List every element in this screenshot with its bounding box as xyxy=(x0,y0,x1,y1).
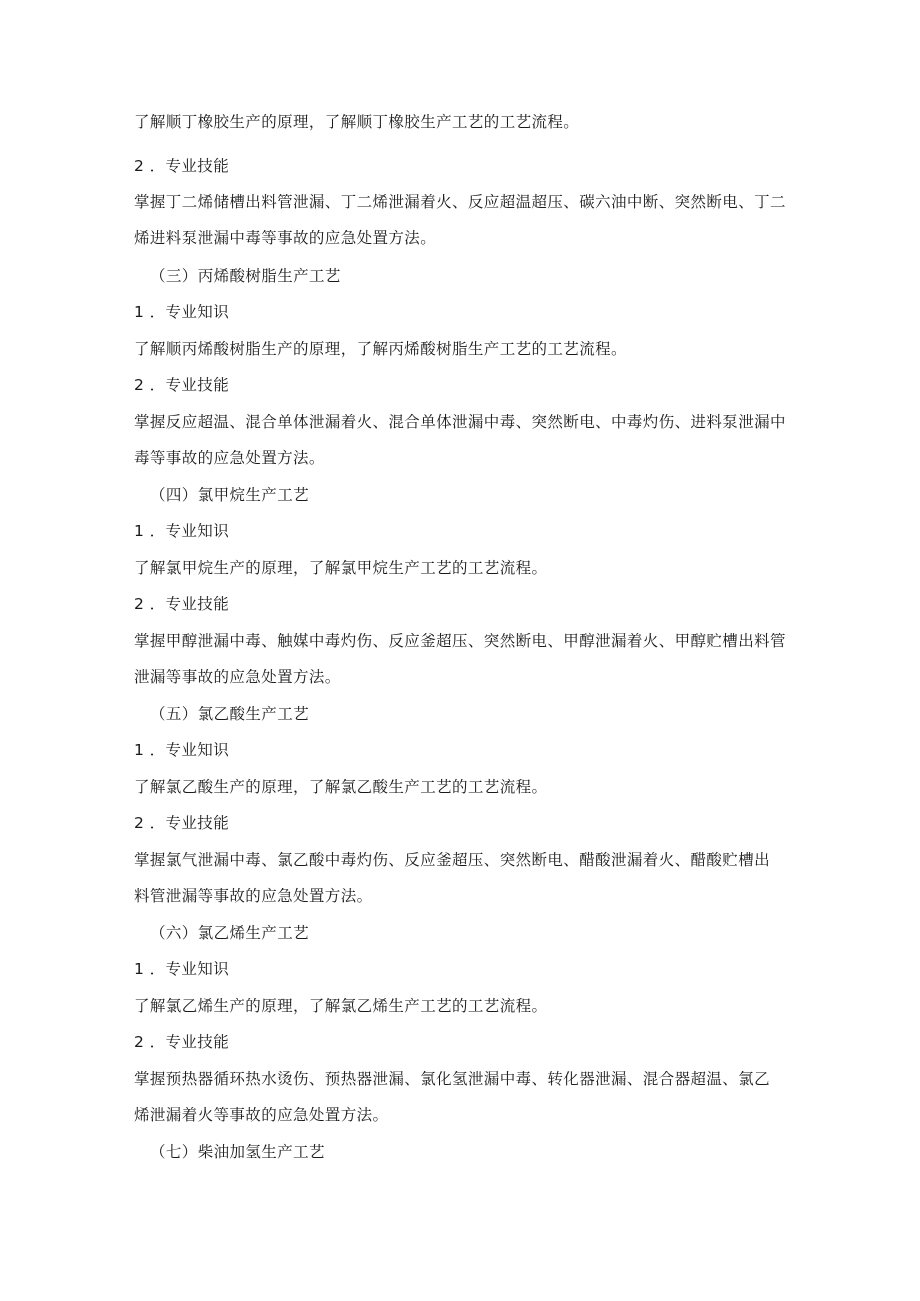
subsection-heading: 2 ．专业技能 xyxy=(134,814,230,832)
paragraph-line: 了解氯乙烯生产的原理，了解氯乙烯生产工艺的工艺流程。 xyxy=(134,997,548,1015)
paragraph-line: 了解氯乙酸生产的原理，了解氯乙酸生产工艺的工艺流程。 xyxy=(134,778,548,796)
subsection-heading: 1 ．专业知识 xyxy=(134,741,230,759)
paragraph-line: 掌握反应超温、混合单体泄漏着火、混合单体泄漏中毒、突然断电、中毒灼伤、进料泵泄漏中 xyxy=(134,413,786,431)
subsection-heading: 2 ．专业技能 xyxy=(134,157,230,175)
paragraph-line: 掌握甲醇泄漏中毒、触媒中毒灼伤、反应釜超压、突然断电、甲醇泄漏着火、甲醇贮槽出料管 xyxy=(134,632,786,650)
subsection-heading: 2 ．专业技能 xyxy=(134,595,230,613)
section-heading: （四）氯甲烷生产工艺 xyxy=(150,486,310,504)
paragraph-line: 毒等事故的应急处置方法。 xyxy=(134,449,325,467)
paragraph-line: 烯泄漏着火等事故的应急处置方法。 xyxy=(134,1106,389,1124)
section-heading: （五）氯乙酸生产工艺 xyxy=(150,705,310,723)
subsection-heading: 1 ．专业知识 xyxy=(134,522,230,540)
paragraph-line: 了解顺丙烯酸树脂生产的原理，了解丙烯酸树脂生产工艺的工艺流程。 xyxy=(134,340,627,358)
section-heading: （七）柴油加氢生产工艺 xyxy=(150,1143,325,1161)
subsection-heading: 2 ．专业技能 xyxy=(134,376,230,394)
subsection-heading: 1 ．专业知识 xyxy=(134,303,230,321)
paragraph-line: 掌握氯气泄漏中毒、氯乙酸中毒灼伤、反应釜超压、突然断电、醋酸泄漏着火、醋酸贮槽出 xyxy=(134,851,771,869)
paragraph-line: 了解氯甲烷生产的原理，了解氯甲烷生产工艺的工艺流程。 xyxy=(134,559,548,577)
subsection-heading: 1 ．专业知识 xyxy=(134,960,230,978)
section-heading: （六）氯乙烯生产工艺 xyxy=(150,924,310,942)
paragraph-line: 了解顺丁橡胶生产的原理，了解顺丁橡胶生产工艺的工艺流程。 xyxy=(134,113,580,131)
subsection-heading: 2 ．专业技能 xyxy=(134,1033,230,1051)
paragraph-line: 掌握丁二烯储槽出料管泄漏、丁二烯泄漏着火、反应超温超压、碳六油中断、突然断电、丁二 xyxy=(134,193,786,211)
section-heading: （三）丙烯酸树脂生产工艺 xyxy=(150,267,341,285)
paragraph-line: 泄漏等事故的应急处置方法。 xyxy=(134,668,341,686)
paragraph-line: 料管泄漏等事故的应急处置方法。 xyxy=(134,887,373,905)
paragraph-line: 掌握预热器循环热水烫伤、预热器泄漏、氯化氢泄漏中毒、转化器泄漏、混合器超温、氯乙 xyxy=(134,1070,771,1088)
paragraph-line: 烯进料泵泄漏中毒等事故的应急处置方法。 xyxy=(134,229,437,247)
